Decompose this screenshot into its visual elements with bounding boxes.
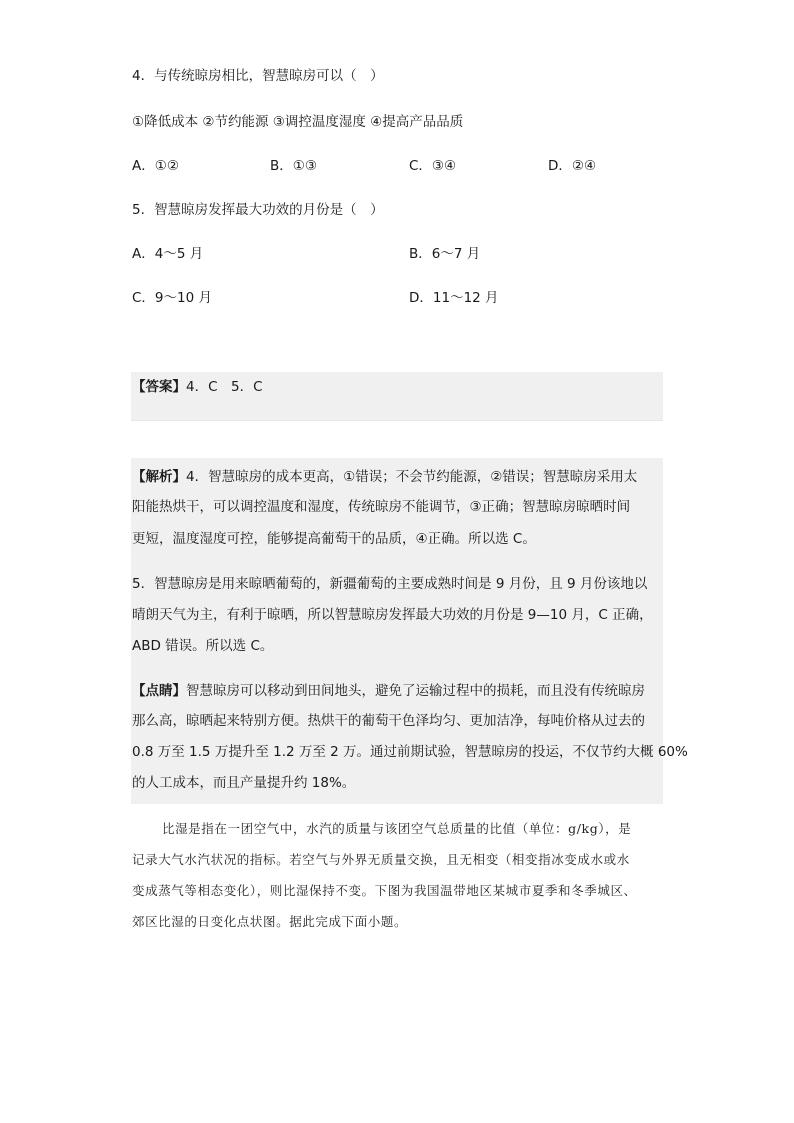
analysis-q5-line-3: ABD 错误。所以选 C。 xyxy=(132,638,274,654)
comment-line-4: 的人工成本，而且产量提升约 18%。 xyxy=(132,775,356,791)
question-5-option-b: B．6～7 月 xyxy=(409,246,481,262)
answer-line xyxy=(132,377,263,397)
analysis-line-2: 阳能热烘干，可以调控温度和湿度，传统晾房不能调节，③正确；智慧晾房晾晒时间 xyxy=(132,499,631,515)
comment-line-1 xyxy=(132,681,645,701)
intro-line-2: 记录大气水汽状况的指标。若空气与外界无质量交换，且无相变（相变指冰变成水或水 xyxy=(132,852,630,867)
question-4-statements: ①降低成本 ②节约能源 ③调控温度湿度 ④提高产品品质 xyxy=(132,114,464,130)
question-4-option-a: A．①② xyxy=(132,158,179,174)
answer-text: 4．C 5．C xyxy=(186,379,263,395)
analysis-tag: 【解析】 xyxy=(132,469,186,485)
question-5-option-d: D．11～12 月 xyxy=(409,290,499,306)
intro-line-1: 比湿是指在一团空气中，水汽的质量与该团空气总质量的比值（单位：g/kg），是 xyxy=(162,821,632,836)
question-5-option-c: C．9～10 月 xyxy=(132,290,212,306)
comment-line-2: 那么高，晾晒起来特别方便。热烘干的葡萄干色泽均匀、更加洁净，每吨价格从过去的 xyxy=(132,713,645,729)
answer-tag: 【答案】 xyxy=(132,379,186,395)
question-4-option-d: D．②④ xyxy=(548,158,597,174)
analysis-q5-line-1: 5．智慧晾房是用来晾晒葡萄的，新疆葡萄的主要成熟时间是 9 月份，且 9 月份该地以 xyxy=(132,576,648,592)
question-5-option-a: A．4～5 月 xyxy=(132,246,204,262)
question-4-option-b: B．①③ xyxy=(270,158,317,174)
comment-tag: 【点睛】 xyxy=(132,683,186,699)
analysis-text-1: 4．智慧晾房的成本更高，①错误；不会节约能源，②错误；智慧晾房采用太 xyxy=(186,469,638,485)
intro-line-4: 郊区比湿的日变化点状图。据此完成下面小题。 xyxy=(132,914,408,929)
question-4-option-c: C．③④ xyxy=(409,158,457,174)
answer-divider xyxy=(131,420,663,421)
comment-line-3: 0.8 万至 1.5 万提升至 1.2 万至 2 万。通过前期试验，智慧晾房的投运，不仅节约大概 60% xyxy=(132,744,688,760)
question-4-stem: 4．与传统晾房相比，智慧晾房可以（ ） xyxy=(132,68,384,84)
question-5-stem: 5．智慧晾房发挥最大功效的月份是（ ） xyxy=(132,202,384,218)
analysis-q5-line-2: 晴朗天气为主，有利于晾晒，所以智慧晾房发挥最大功效的月份是 9—10 月，C 正确， xyxy=(132,607,653,623)
analysis-line-1 xyxy=(132,467,637,487)
comment-text-1: 智慧晾房可以移动到田间地头，避免了运输过程中的损耗，而且没有传统晾房 xyxy=(186,683,645,699)
intro-line-3: 变成蒸气等相态变化），则比湿保持不变。下图为我国温带地区某城市夏季和冬季城区、 xyxy=(132,883,637,898)
analysis-line-3: 更短，温度湿度可控，能够提高葡萄干的品质，④正确。所以选 C。 xyxy=(132,531,536,547)
